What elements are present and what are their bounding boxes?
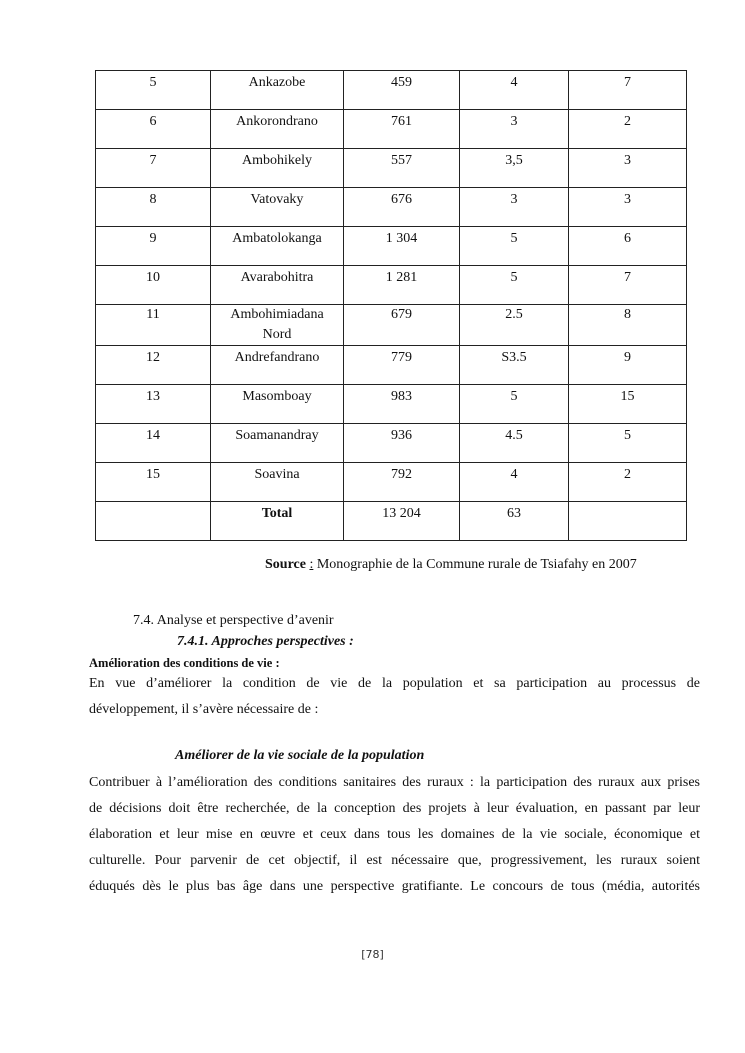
table-cell: 7: [569, 71, 687, 110]
source-label: Source: [265, 557, 306, 572]
table-cell: Vatovaky: [211, 188, 344, 227]
table-cell: 1 281: [344, 266, 460, 305]
table-cell: 676: [344, 188, 460, 227]
source-text: Monographie de la Commune rurale de Tsiafahy en 2007: [313, 557, 637, 572]
table-cell: [569, 502, 687, 541]
table-cell: 3: [460, 110, 569, 149]
table-cell: 792: [344, 463, 460, 502]
table-cell: 779: [344, 346, 460, 385]
table-row: [96, 110, 687, 149]
source-colon: :: [309, 557, 314, 572]
table-cell: 5: [96, 71, 211, 110]
paragraph-line: de décisions doit être recherchée, de la conception des projets à leur évaluation, en passant par leur: [89, 801, 700, 816]
table-cell: 8: [96, 188, 211, 227]
table-cell: Total: [211, 502, 344, 541]
table-cell: 3: [569, 188, 687, 227]
table-cell: 9: [96, 227, 211, 266]
paragraph-1: [89, 671, 700, 723]
commune-table: [95, 70, 687, 541]
table-cell: 10: [96, 266, 211, 305]
table-row: [96, 424, 687, 463]
table-cell: 2: [569, 463, 687, 502]
table-cell: 983: [344, 385, 460, 424]
table-cell: S3.5: [460, 346, 569, 385]
section-heading-7-4: 7.4. Analyse et perspective d’avenir: [133, 613, 334, 628]
paragraph-line: élaboration et leur mise en œuvre et ceux dans tous les domaines de la vie sociale, économique et: [89, 827, 700, 842]
table-cell: 5: [460, 385, 569, 424]
table-cell: 12: [96, 346, 211, 385]
table-cell: 5: [460, 227, 569, 266]
table-row: [96, 227, 687, 266]
table-row: [96, 188, 687, 227]
paragraph-2: [89, 770, 700, 900]
table-cell: 14: [96, 424, 211, 463]
table-cell: 2: [569, 110, 687, 149]
italic-heading: Améliorer de la vie sociale de la population: [175, 748, 425, 763]
table-cell: Andrefandrano: [211, 346, 344, 385]
table-total-row: [96, 502, 687, 541]
table-row: [96, 305, 687, 346]
source-line: [265, 557, 637, 573]
page-number: [78]: [361, 948, 384, 961]
table-cell: 8: [569, 305, 687, 346]
paragraph-line: culturelle. Pour parvenir de cet objectif, il est nécessaire que, progressivement, les ruraux soient: [89, 853, 700, 868]
paragraph-line: En vue d’améliorer la condition de vie de la population et sa participation au processus de: [89, 676, 700, 691]
table-cell: 7: [569, 266, 687, 305]
table-cell: 6: [96, 110, 211, 149]
table-cell: 5: [460, 266, 569, 305]
table-cell: Avarabohitra: [211, 266, 344, 305]
table-cell: 3,5: [460, 149, 569, 188]
table-cell: 3: [460, 188, 569, 227]
table-cell: 13: [96, 385, 211, 424]
table-cell: [96, 502, 211, 541]
table-cell: 679: [344, 305, 460, 346]
table-row: [96, 266, 687, 305]
table-cell: 4: [460, 463, 569, 502]
table-cell: Ambohikely: [211, 149, 344, 188]
table-cell: 15: [96, 463, 211, 502]
table-cell: 7: [96, 149, 211, 188]
table-cell: 13 204: [344, 502, 460, 541]
table-cell: 11: [96, 305, 211, 346]
table-cell: 557: [344, 149, 460, 188]
table-row: [96, 149, 687, 188]
table-cell: 1 304: [344, 227, 460, 266]
table-cell: Soavina: [211, 463, 344, 502]
table-cell: 459: [344, 71, 460, 110]
table-row: [96, 463, 687, 502]
subheading-amelioration: Amélioration des conditions de vie :: [89, 656, 280, 670]
table-cell: 936: [344, 424, 460, 463]
table-row: [96, 346, 687, 385]
table-cell: 15: [569, 385, 687, 424]
paragraph-line: développement, il s’avère nécessaire de :: [89, 702, 319, 717]
table-cell: 3: [569, 149, 687, 188]
table-cell: Ankazobe: [211, 71, 344, 110]
table-cell: Masomboay: [211, 385, 344, 424]
table-cell: 63: [460, 502, 569, 541]
table-cell: Ambatolokanga: [211, 227, 344, 266]
table-cell: Ankorondrano: [211, 110, 344, 149]
table-cell: Soamanandray: [211, 424, 344, 463]
table-cell: 761: [344, 110, 460, 149]
table-cell: 5: [569, 424, 687, 463]
table-cell: 4.5: [460, 424, 569, 463]
paragraph-line: éduqués dès le plus bas âge dans une perspective gratifiante. Le concours de tous (média, autorités: [89, 879, 700, 894]
table-cell: 4: [460, 71, 569, 110]
table-cell: 2.5: [460, 305, 569, 346]
table-row: [96, 71, 687, 110]
table-row: [96, 385, 687, 424]
table-cell: Ambohimiadana Nord: [211, 305, 344, 346]
section-heading-7-4-1: 7.4.1. Approches perspectives :: [177, 634, 354, 649]
paragraph-line: Contribuer à l’amélioration des conditions sanitaires des ruraux : la participation des ruraux aux prises: [89, 775, 700, 790]
table-cell: 6: [569, 227, 687, 266]
table-cell: 9: [569, 346, 687, 385]
